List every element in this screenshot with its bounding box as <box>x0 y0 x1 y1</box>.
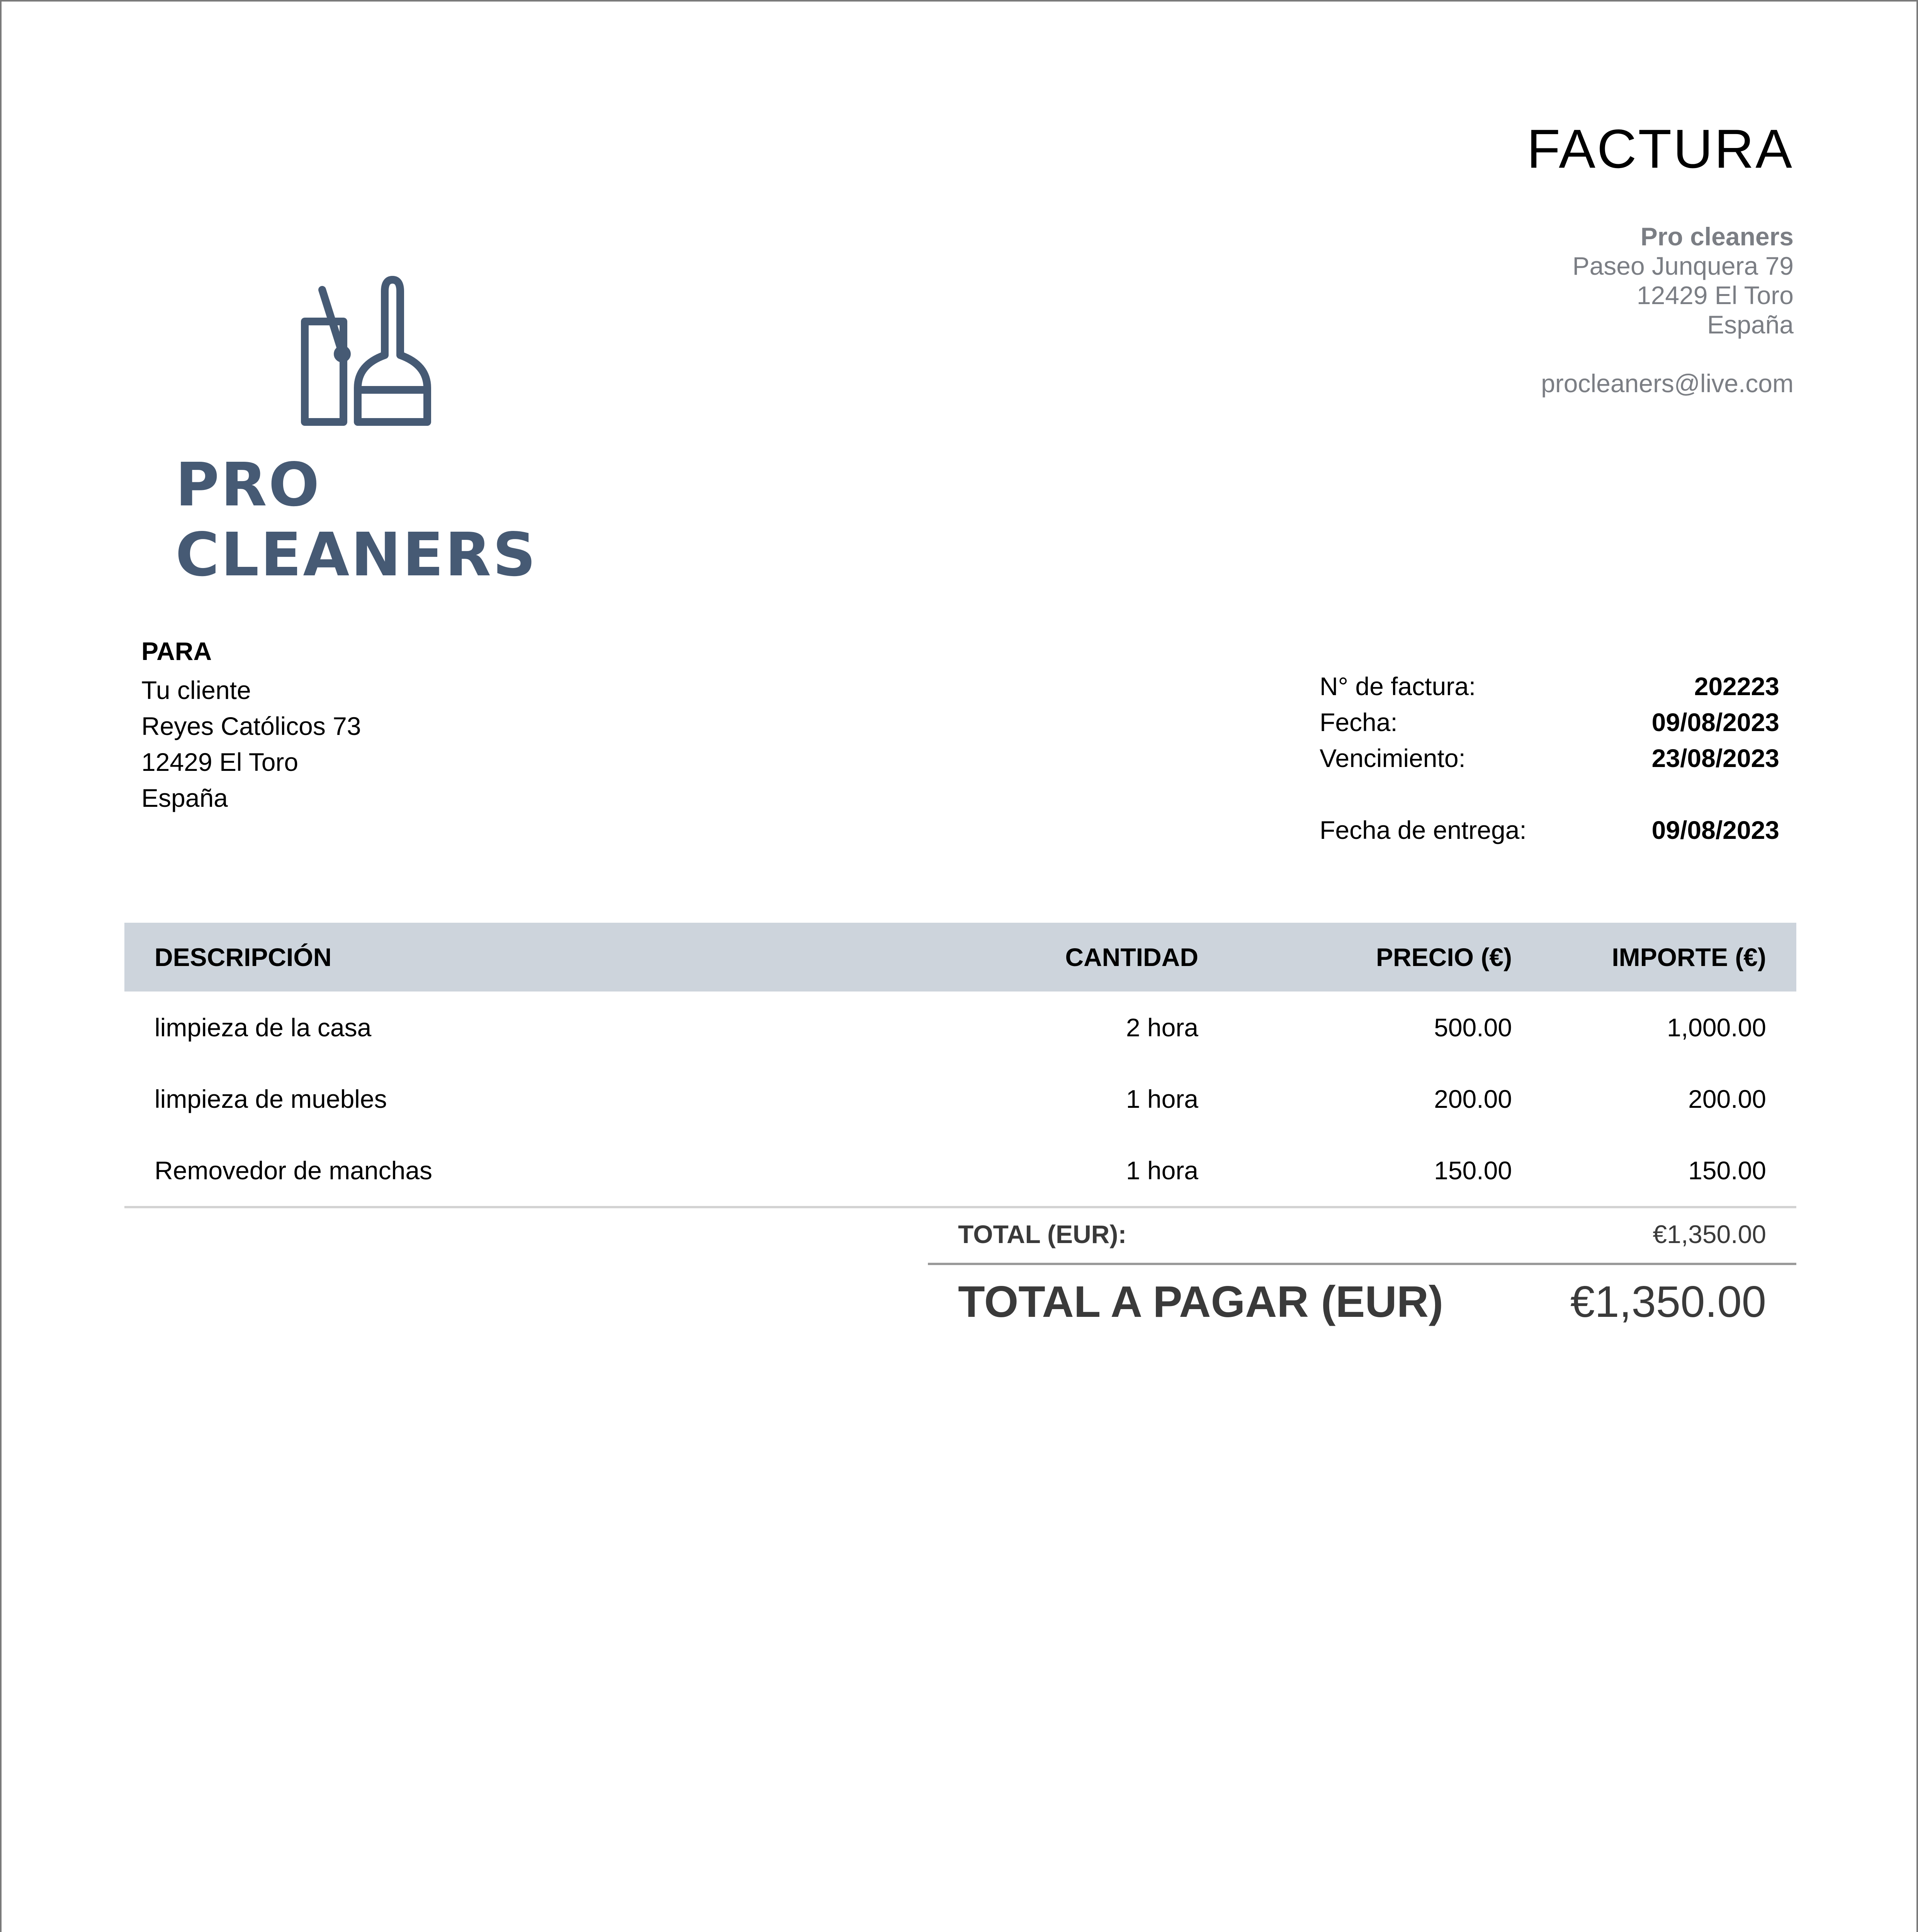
table-row <box>124 992 1796 1063</box>
row-quantity: 1 hora <box>1126 1156 1198 1185</box>
table-row <box>124 1063 1796 1134</box>
sender-address-line1: Paseo Junquera 79 <box>1572 252 1794 280</box>
row-description: limpieza de muebles <box>155 1084 387 1113</box>
recipient-label: PARA <box>141 637 212 665</box>
invoice-due-row <box>1320 740 1779 776</box>
invoice-date-label: Fecha: <box>1320 707 1398 736</box>
totals-block <box>928 1206 1796 1338</box>
invoice-number-label: N° de factura: <box>1320 672 1476 701</box>
recipient-name: Tu cliente <box>141 676 251 704</box>
header-description: DESCRIPCIÓN <box>155 943 332 971</box>
subtotal-value: €1,350.00 <box>1653 1220 1766 1248</box>
row-description: limpieza de la casa <box>155 1013 372 1042</box>
broom-icon <box>358 280 427 422</box>
recipient-country: España <box>141 784 228 812</box>
row-price: 150.00 <box>1434 1156 1512 1185</box>
row-price: 500.00 <box>1434 1013 1512 1042</box>
logo-text: PRO CLEANERS <box>175 450 537 590</box>
table-header <box>124 923 1796 992</box>
row-amount: 200.00 <box>1688 1084 1766 1113</box>
invoice-due-value: 23/08/2023 <box>1651 743 1779 772</box>
line-items-table <box>124 923 1796 1208</box>
subtotal-label: TOTAL (EUR): <box>958 1220 1127 1248</box>
row-quantity: 2 hora <box>1126 1013 1198 1042</box>
delivery-date-value: 09/08/2023 <box>1651 815 1779 844</box>
logo-graphic <box>148 218 651 450</box>
invoice-number-value: 202223 <box>1694 672 1779 701</box>
row-amount: 150.00 <box>1688 1156 1766 1185</box>
table-row <box>124 1134 1796 1206</box>
recipient-address-line1: Reyes Católicos 73 <box>141 712 361 740</box>
sender-country: España <box>1707 310 1794 339</box>
header-price: PRECIO (€) <box>1376 943 1512 971</box>
grand-total-value: €1,350.00 <box>1570 1277 1766 1327</box>
grand-total-row <box>928 1265 1796 1338</box>
sender-email: procleaners@live.com <box>1541 369 1794 398</box>
company-logo <box>148 218 651 590</box>
sender-address-line2: 12429 El Toro <box>1636 281 1794 310</box>
invoice-due-label: Vencimiento: <box>1320 743 1466 772</box>
delivery-date-row <box>1320 812 1779 848</box>
row-description: Removedor de manchas <box>155 1156 433 1185</box>
row-quantity: 1 hora <box>1126 1084 1198 1113</box>
sender-block <box>1541 222 1794 398</box>
invoice-meta <box>1320 668 1779 848</box>
subtotal-row <box>928 1206 1796 1263</box>
delivery-date-label: Fecha de entrega: <box>1320 815 1527 844</box>
sender-name: Pro cleaners <box>1640 222 1794 251</box>
header-amount: IMPORTE (€) <box>1612 943 1766 971</box>
row-amount: 1,000.00 <box>1667 1013 1766 1042</box>
recipient-block <box>141 633 361 816</box>
row-price: 200.00 <box>1434 1084 1512 1113</box>
document-title: FACTURA <box>1527 118 1794 180</box>
invoice-number-row <box>1320 668 1779 704</box>
invoice-date-value: 09/08/2023 <box>1651 707 1779 736</box>
grand-total-label: TOTAL A PAGAR (EUR) <box>958 1277 1444 1327</box>
header-quantity: CANTIDAD <box>1065 943 1198 971</box>
invoice-date-row <box>1320 704 1779 740</box>
recipient-address-line2: 12429 El Toro <box>141 748 299 776</box>
